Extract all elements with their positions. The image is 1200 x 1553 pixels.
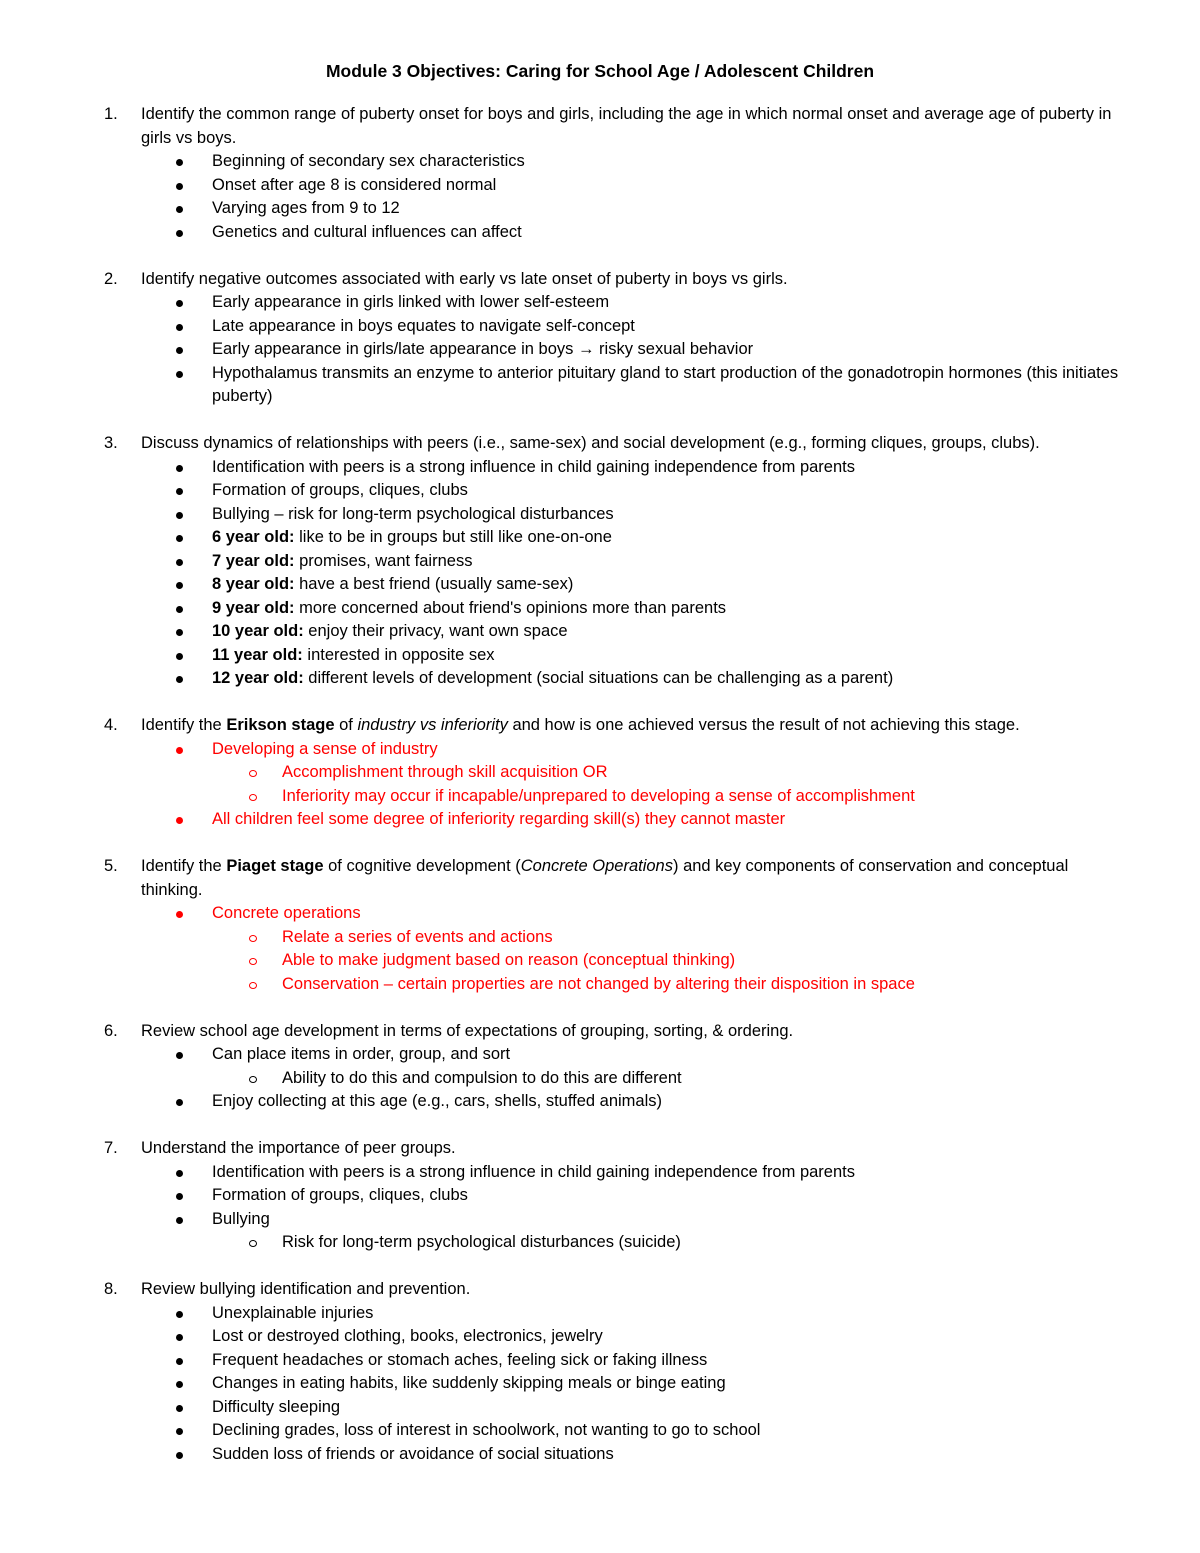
bullet-dot-icon xyxy=(176,676,183,683)
age-bullet-item: 9 year old: more concerned about friend's opinions more than parents xyxy=(212,597,1132,621)
bullet-dot-icon xyxy=(176,465,183,472)
highlighted-sub-bullet-item: Conservation – certain properties are not changed by altering their disposition in space xyxy=(282,973,1142,997)
bullet-dot-icon xyxy=(176,559,183,566)
bullet-dot-icon xyxy=(176,300,183,307)
objective-1 xyxy=(0,103,1200,244)
bullet-circle-icon xyxy=(249,958,257,965)
bullet-item: Sudden loss of friends or avoidance of social situations xyxy=(212,1443,1132,1467)
objective-number: 8. xyxy=(104,1280,118,1298)
bullet-dot-icon xyxy=(176,911,183,918)
highlighted-sub-bullet-item: Able to make judgment based on reason (conceptual thinking) xyxy=(282,949,1142,973)
bullet-dot-icon xyxy=(176,1193,183,1200)
bullet-item: Lost or destroyed clothing, books, electronics, jewelry xyxy=(212,1325,1132,1349)
highlighted-bullet-item: All children feel some degree of inferiority regarding skill(s) they cannot master xyxy=(212,808,1132,832)
bullet-dot-icon xyxy=(176,1405,183,1412)
objective-number: 3. xyxy=(104,434,118,452)
objective-text: Identify negative outcomes associated with early vs late onset of puberty in boys vs girls. xyxy=(141,269,788,288)
highlighted-bullet-item: Concrete operations xyxy=(212,902,1132,926)
page-title: Module 3 Objectives: Caring for School Age / Adolescent Children xyxy=(325,61,875,81)
objective-text: Understand the importance of peer groups. xyxy=(141,1139,456,1157)
bullet-circle-icon xyxy=(249,1076,257,1083)
bullet-dot-icon xyxy=(176,606,183,613)
age-label: 11 year old: xyxy=(212,645,303,664)
bullet-dot-icon xyxy=(176,512,183,519)
bullet-item: Beginning of secondary sex characteristics xyxy=(212,150,1132,174)
objective-text: Review bullying identification and prevention. xyxy=(141,1280,471,1298)
bullet-dot-icon xyxy=(176,1311,183,1318)
bullet-item: Onset after age 8 is considered normal xyxy=(212,174,1132,198)
bullet-item: Early appearance in girls/late appearance in boys → risky sexual behavior xyxy=(212,338,1132,362)
objective-text: Review school age development in terms of expectations of grouping, sorting, & ordering. xyxy=(141,1021,794,1040)
bullet-dot-icon xyxy=(176,159,183,166)
emphasis-italic: industry vs inferiority xyxy=(357,716,508,734)
bullet-dot-icon xyxy=(176,347,183,354)
objective-number: 2. xyxy=(104,269,118,288)
emphasis-italic: Concrete Operations xyxy=(520,857,673,875)
age-label: 10 year old: xyxy=(212,622,304,640)
bullet-dot-icon xyxy=(176,1358,183,1365)
objective-2 xyxy=(0,268,1200,409)
objective-text: Identify the common range of puberty onset for boys and girls, including the age in which normal onset and average age of puberty in girls vs boys. xyxy=(141,105,1112,147)
bullet-dot-icon xyxy=(176,1428,183,1435)
bullet-item: Enjoy collecting at this age (e.g., cars, shells, stuffed animals) xyxy=(212,1090,1132,1114)
bullet-dot-icon xyxy=(176,1170,183,1177)
bullet-dot-icon xyxy=(176,230,183,237)
bullet-circle-icon xyxy=(249,935,257,942)
bullet-item: Early appearance in girls linked with lower self-esteem xyxy=(212,291,1132,315)
age-bullet-item: 10 year old: enjoy their privacy, want own space xyxy=(212,620,1132,644)
bullet-item: Can place items in order, group, and sort xyxy=(212,1043,1132,1067)
objective-text: Identify the Piaget stage of cognitive development (Concrete Operations) and key components of conservation and conceptual thinking. xyxy=(141,857,1069,899)
bullet-item: Genetics and cultural influences can affect xyxy=(212,221,1132,245)
objective-number: 6. xyxy=(104,1021,118,1040)
emphasis-bold: Erikson stage xyxy=(226,716,335,734)
bullet-item: Bullying – risk for long-term psychological disturbances xyxy=(212,503,1132,527)
objective-3 xyxy=(0,432,1200,691)
highlighted-bullet-item: Developing a sense of industry xyxy=(212,738,1132,762)
bullet-dot-icon xyxy=(176,1381,183,1388)
bullet-item: Hypothalamus transmits an enzyme to anterior pituitary gland to start production of the gonadotropin hormones (this initiates puberty) xyxy=(212,362,1132,409)
bullet-dot-icon xyxy=(176,629,183,636)
bullet-item: Identification with peers is a strong influence in child gaining independence from parents xyxy=(212,456,1132,480)
age-label: 8 year old: xyxy=(212,575,295,593)
bullet-dot-icon xyxy=(176,653,183,660)
emphasis-bold: Piaget stage xyxy=(226,857,324,875)
bullet-dot-icon xyxy=(176,1452,183,1459)
objective-6 xyxy=(0,1020,1200,1114)
bullet-item: Identification with peers is a strong influence in child gaining independence from parents xyxy=(212,1161,1132,1185)
bullet-circle-icon xyxy=(249,794,257,801)
age-bullet-item: 7 year old: promises, want fairness xyxy=(212,550,1132,574)
sub-bullet-item: Risk for long-term psychological disturbances (suicide) xyxy=(282,1231,1142,1255)
bullet-circle-icon xyxy=(249,982,257,989)
bullet-item: Changes in eating habits, like suddenly skipping meals or binge eating xyxy=(212,1372,1132,1396)
age-bullet-item: 6 year old: like to be in groups but still like one-on-one xyxy=(212,526,1132,550)
bullet-circle-icon xyxy=(249,770,257,777)
age-label: 9 year old: xyxy=(212,598,295,617)
bullet-dot-icon xyxy=(176,1334,183,1341)
bullet-dot-icon xyxy=(176,206,183,213)
objective-4 xyxy=(0,714,1200,832)
bullet-dot-icon xyxy=(176,535,183,542)
objective-number: 7. xyxy=(104,1139,118,1157)
objective-8 xyxy=(0,1278,1200,1466)
age-label: 12 year old: xyxy=(212,669,304,687)
bullet-item: Difficulty sleeping xyxy=(212,1396,1132,1420)
bullet-item: Late appearance in boys equates to navigate self-concept xyxy=(212,315,1132,339)
age-bullet-item: 8 year old: have a best friend (usually same-sex) xyxy=(212,573,1132,597)
highlighted-sub-bullet-item: Accomplishment through skill acquisition OR xyxy=(282,761,1142,785)
age-label: 7 year old: xyxy=(212,551,295,570)
age-bullet-item: 12 year old: different levels of development (social situations can be challenging as a parent) xyxy=(212,667,1132,691)
bullet-dot-icon xyxy=(176,1052,183,1059)
objective-text: Identify the Erikson stage of industry vs inferiority and how is one achieved versus the result of not achieving this stage. xyxy=(141,716,1020,734)
bullet-dot-icon xyxy=(176,817,183,824)
bullet-item: Varying ages from 9 to 12 xyxy=(212,197,1132,221)
objective-7 xyxy=(0,1137,1200,1255)
objective-number: 4. xyxy=(104,716,118,734)
bullet-dot-icon xyxy=(176,582,183,589)
bullet-dot-icon xyxy=(176,183,183,190)
bullet-dot-icon xyxy=(176,488,183,495)
objective-5 xyxy=(0,855,1200,996)
bullet-item: Unexplainable injuries xyxy=(212,1302,1132,1326)
bullet-dot-icon xyxy=(176,1099,183,1106)
bullet-circle-icon xyxy=(249,1240,257,1247)
bullet-dot-icon xyxy=(176,747,183,754)
bullet-dot-icon xyxy=(176,1217,183,1224)
bullet-item: Formation of groups, cliques, clubs xyxy=(212,1184,1132,1208)
bullet-dot-icon xyxy=(176,371,183,378)
objectives-list xyxy=(0,103,1200,1490)
bullet-item: Declining grades, loss of interest in schoolwork, not wanting to go to school xyxy=(212,1419,1132,1443)
bullet-item: Bullying xyxy=(212,1208,1132,1232)
bullet-item: Frequent headaches or stomach aches, feeling sick or faking illness xyxy=(212,1349,1132,1373)
sub-bullet-item: Ability to do this and compulsion to do this are different xyxy=(282,1067,1142,1091)
objective-text: Discuss dynamics of relationships with peers (i.e., same-sex) and social development (e.g., forming cliques, groups, clubs). xyxy=(141,434,1040,452)
bullet-item: Formation of groups, cliques, clubs xyxy=(212,479,1132,503)
objective-number: 1. xyxy=(104,105,118,123)
age-bullet-item: 11 year old: interested in opposite sex xyxy=(212,644,1132,668)
objective-number: 5. xyxy=(104,857,118,875)
highlighted-sub-bullet-item: Relate a series of events and actions xyxy=(282,926,1142,950)
age-label: 6 year old: xyxy=(212,528,295,546)
highlighted-sub-bullet-item: Inferiority may occur if incapable/unprepared to developing a sense of accomplishment xyxy=(282,785,1142,809)
bullet-dot-icon xyxy=(176,324,183,331)
